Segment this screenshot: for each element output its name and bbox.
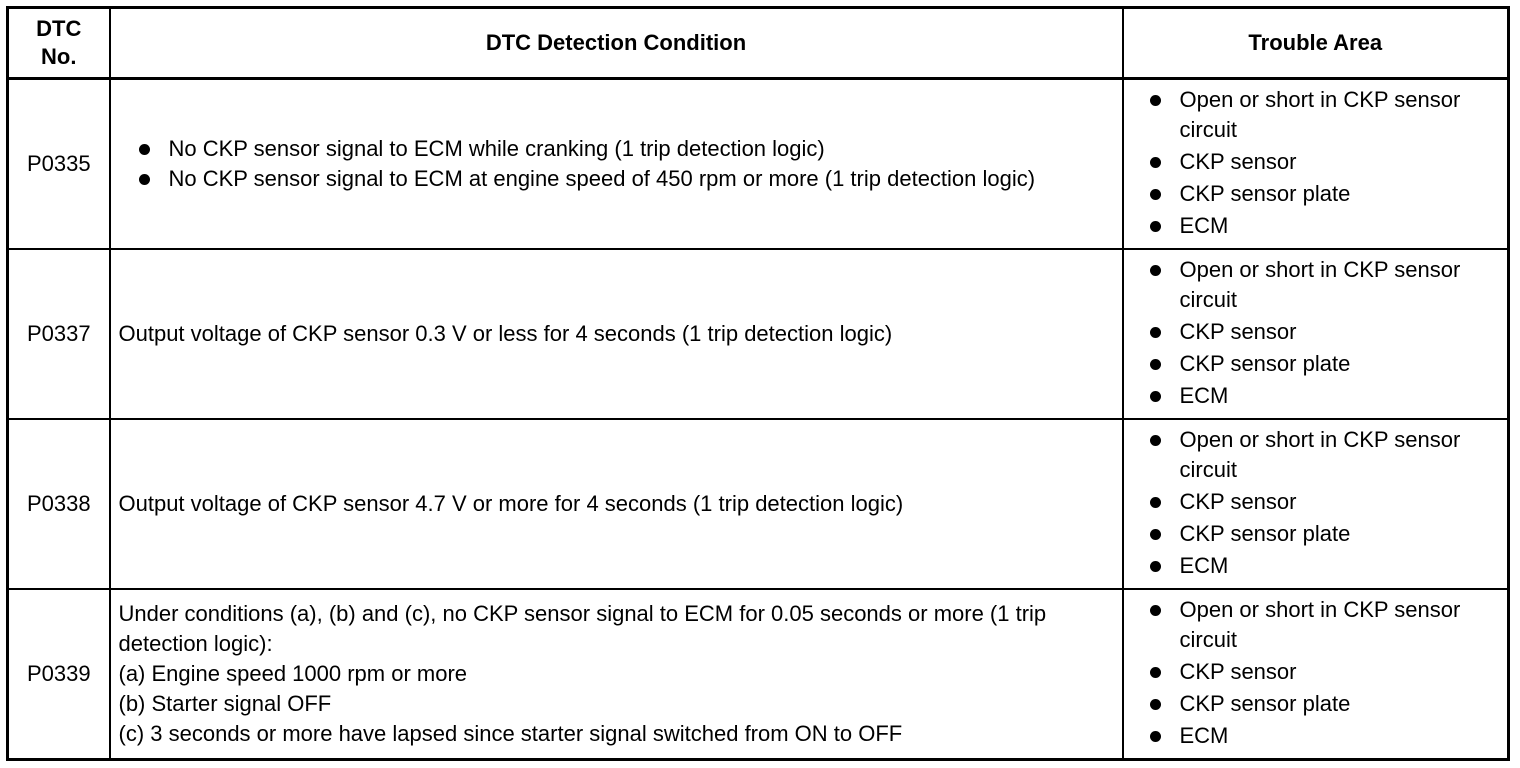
- trouble-area-item: Open or short in CKP sensor circuit: [1146, 595, 1504, 655]
- trouble-area-item: CKP sensor: [1146, 147, 1504, 177]
- trouble-area-cell: [1123, 79, 1509, 250]
- header-dtc-no-line2: No.: [41, 44, 77, 69]
- trouble-area-list: [1146, 425, 1504, 581]
- table-row: [8, 589, 1509, 760]
- trouble-area-item: ECM: [1146, 551, 1504, 581]
- trouble-area-item: Open or short in CKP sensor circuit: [1146, 85, 1504, 145]
- dtc-code: P0337: [8, 249, 110, 419]
- condition-bullet: No CKP sensor signal to ECM at engine speed of 450 rpm or more (1 trip detection logic): [135, 164, 1114, 194]
- trouble-area-item: ECM: [1146, 381, 1504, 411]
- trouble-area-item: ECM: [1146, 211, 1504, 241]
- table-row: [8, 249, 1509, 419]
- trouble-area-item: CKP sensor plate: [1146, 519, 1504, 549]
- header-dtc-no-line1: DTC: [36, 16, 82, 41]
- trouble-area-item: CKP sensor: [1146, 657, 1504, 687]
- dtc-code: P0338: [8, 419, 110, 589]
- trouble-area-list: [1146, 255, 1504, 411]
- dtc-code: P0339: [8, 589, 110, 760]
- condition-cell: [110, 589, 1123, 760]
- trouble-area-cell: [1123, 249, 1509, 419]
- condition-bullet-list: [119, 134, 1114, 194]
- header-condition: DTC Detection Condition: [110, 8, 1123, 79]
- condition-cell: [110, 79, 1123, 250]
- condition-line: Under conditions (a), (b) and (c), no CKP sensor signal to ECM for 0.05 seconds or more (1 trip detection logic):: [118, 601, 1047, 656]
- dtc-code: P0335: [8, 79, 110, 250]
- table-header-row: [8, 8, 1509, 79]
- condition-bullet: No CKP sensor signal to ECM while cranking (1 trip detection logic): [135, 134, 1114, 164]
- trouble-area-item: CKP sensor plate: [1146, 349, 1504, 379]
- trouble-area-item: ECM: [1146, 721, 1504, 751]
- condition-text: Output voltage of CKP sensor 0.3 V or less for 4 seconds (1 trip detection logic): [110, 249, 1123, 419]
- condition-text: Output voltage of CKP sensor 4.7 V or more for 4 seconds (1 trip detection logic): [110, 419, 1123, 589]
- condition-line: (a) Engine speed 1000 rpm or more: [118, 661, 468, 686]
- trouble-area-item: Open or short in CKP sensor circuit: [1146, 255, 1504, 315]
- trouble-area-item: CKP sensor: [1146, 317, 1504, 347]
- trouble-area-cell: [1123, 589, 1509, 760]
- dtc-table: [6, 6, 1510, 761]
- header-trouble-area: Trouble Area: [1123, 8, 1509, 79]
- trouble-area-item: CKP sensor plate: [1146, 689, 1504, 719]
- trouble-area-list: [1146, 85, 1504, 241]
- trouble-area-item: Open or short in CKP sensor circuit: [1146, 425, 1504, 485]
- condition-line: (b) Starter signal OFF: [118, 691, 332, 716]
- trouble-area-item: CKP sensor: [1146, 487, 1504, 517]
- trouble-area-list: [1146, 595, 1504, 751]
- table-row: [8, 79, 1509, 250]
- trouble-area-cell: [1123, 419, 1509, 589]
- header-dtc-no: [8, 8, 110, 79]
- condition-line: (c) 3 seconds or more have lapsed since starter signal switched from ON to OFF: [118, 721, 903, 746]
- trouble-area-item: CKP sensor plate: [1146, 179, 1504, 209]
- table-row: [8, 419, 1509, 589]
